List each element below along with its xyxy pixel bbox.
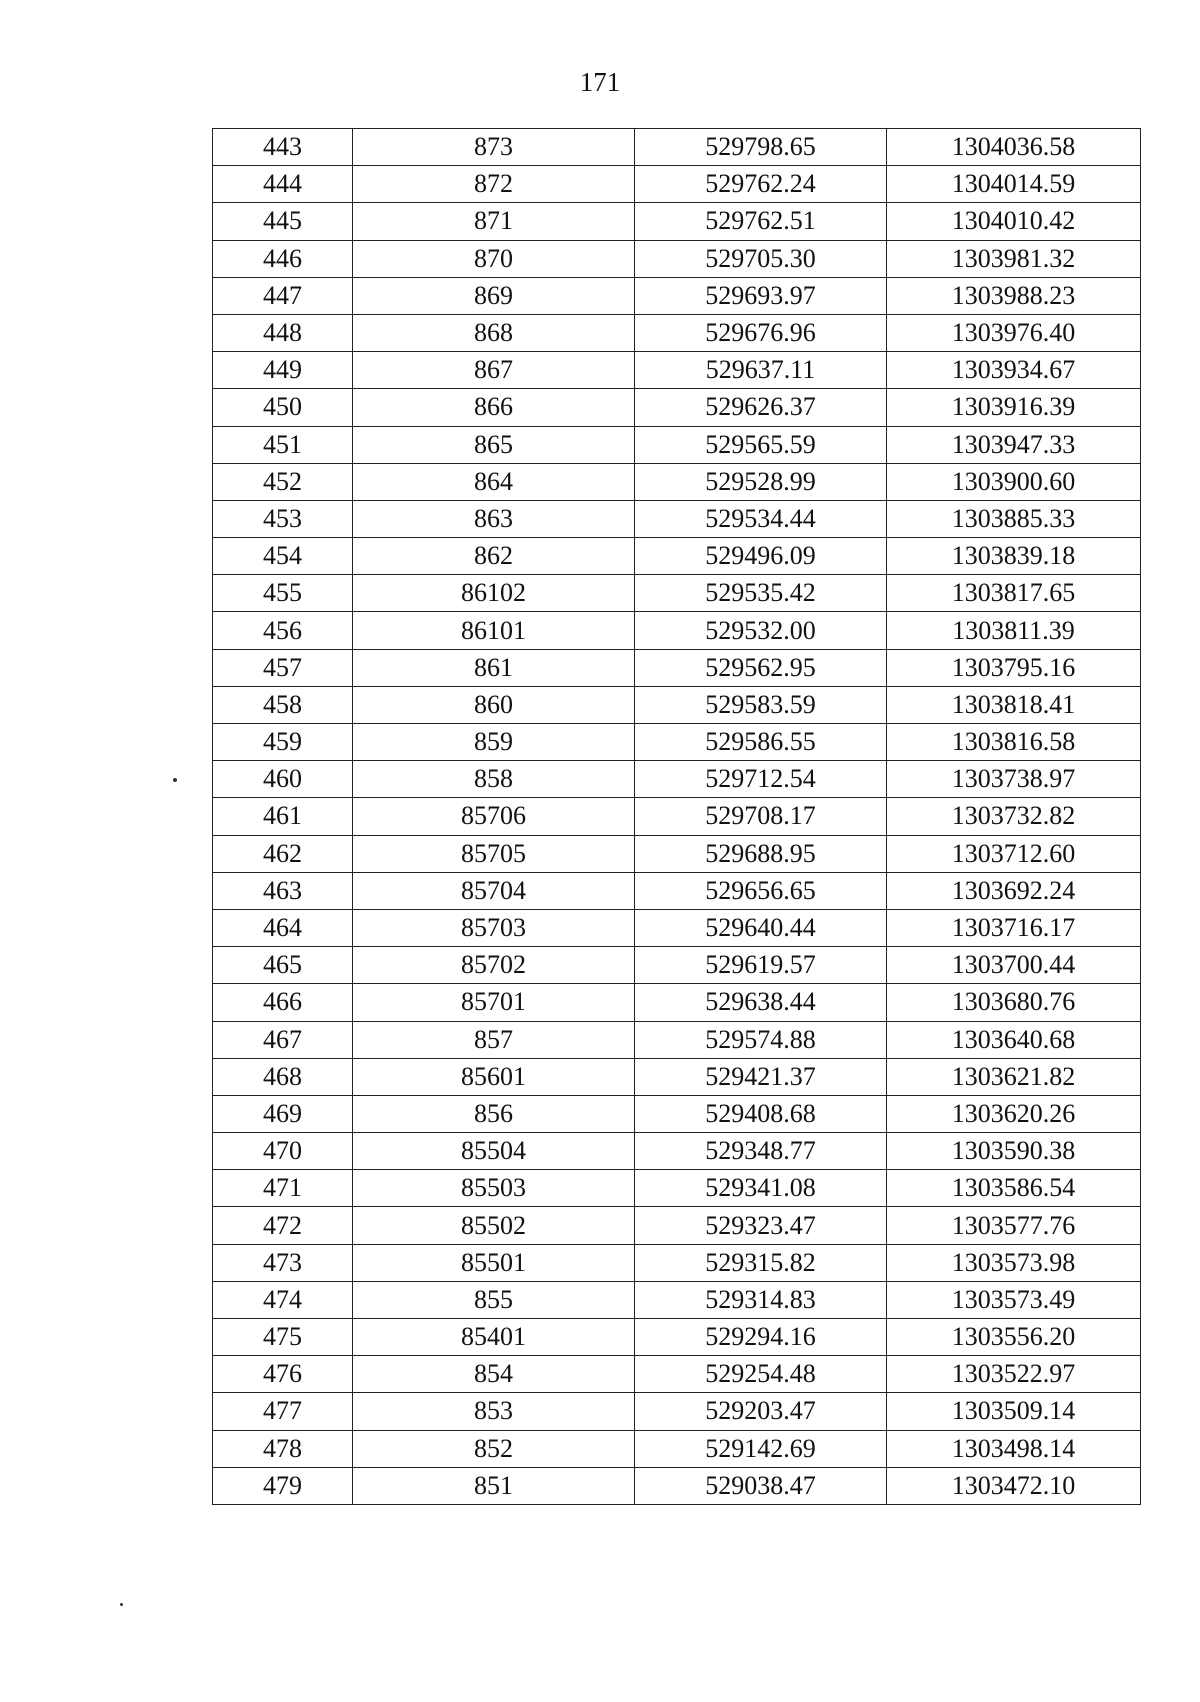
row-index-cell: 458 bbox=[213, 686, 353, 723]
table-row bbox=[213, 1207, 1141, 1244]
row-index-cell: 476 bbox=[213, 1356, 353, 1393]
table-row bbox=[213, 835, 1141, 872]
table-row bbox=[213, 352, 1141, 389]
row-index-cell: 471 bbox=[213, 1170, 353, 1207]
x-coordinate-cell: 529693.97 bbox=[635, 277, 887, 314]
point-id-cell: 853 bbox=[353, 1393, 635, 1430]
x-coordinate-cell: 529586.55 bbox=[635, 724, 887, 761]
x-coordinate-cell: 529676.96 bbox=[635, 314, 887, 351]
point-id-cell: 85401 bbox=[353, 1319, 635, 1356]
point-id-cell: 862 bbox=[353, 538, 635, 575]
point-id-cell: 85601 bbox=[353, 1058, 635, 1095]
row-index-cell: 479 bbox=[213, 1467, 353, 1504]
y-coordinate-cell: 1303885.33 bbox=[887, 500, 1141, 537]
row-index-cell: 445 bbox=[213, 203, 353, 240]
row-index-cell: 453 bbox=[213, 500, 353, 537]
row-index-cell: 457 bbox=[213, 649, 353, 686]
y-coordinate-cell: 1303738.97 bbox=[887, 761, 1141, 798]
point-id-cell: 868 bbox=[353, 314, 635, 351]
x-coordinate-cell: 529534.44 bbox=[635, 500, 887, 537]
table-row bbox=[213, 649, 1141, 686]
point-id-cell: 86102 bbox=[353, 575, 635, 612]
table-row bbox=[213, 872, 1141, 909]
x-coordinate-cell: 529574.88 bbox=[635, 1021, 887, 1058]
x-coordinate-cell: 529421.37 bbox=[635, 1058, 887, 1095]
scan-speck bbox=[120, 1603, 123, 1606]
point-id-cell: 860 bbox=[353, 686, 635, 723]
point-id-cell: 85502 bbox=[353, 1207, 635, 1244]
row-index-cell: 452 bbox=[213, 463, 353, 500]
y-coordinate-cell: 1303976.40 bbox=[887, 314, 1141, 351]
point-id-cell: 871 bbox=[353, 203, 635, 240]
point-id-cell: 85702 bbox=[353, 947, 635, 984]
y-coordinate-cell: 1303577.76 bbox=[887, 1207, 1141, 1244]
table-row bbox=[213, 314, 1141, 351]
table-row bbox=[213, 203, 1141, 240]
row-index-cell: 456 bbox=[213, 612, 353, 649]
table-row bbox=[213, 500, 1141, 537]
y-coordinate-cell: 1303712.60 bbox=[887, 835, 1141, 872]
table-row bbox=[213, 1356, 1141, 1393]
point-id-cell: 854 bbox=[353, 1356, 635, 1393]
table-row bbox=[213, 277, 1141, 314]
y-coordinate-cell: 1303839.18 bbox=[887, 538, 1141, 575]
table-row bbox=[213, 1021, 1141, 1058]
x-coordinate-cell: 529254.48 bbox=[635, 1356, 887, 1393]
point-id-cell: 85704 bbox=[353, 872, 635, 909]
y-coordinate-cell: 1303621.82 bbox=[887, 1058, 1141, 1095]
x-coordinate-cell: 529656.65 bbox=[635, 872, 887, 909]
x-coordinate-cell: 529294.16 bbox=[635, 1319, 887, 1356]
row-index-cell: 449 bbox=[213, 352, 353, 389]
y-coordinate-cell: 1303947.33 bbox=[887, 426, 1141, 463]
x-coordinate-cell: 529532.00 bbox=[635, 612, 887, 649]
x-coordinate-cell: 529038.47 bbox=[635, 1467, 887, 1504]
table-row bbox=[213, 1467, 1141, 1504]
table-row bbox=[213, 1430, 1141, 1467]
y-coordinate-cell: 1303692.24 bbox=[887, 872, 1141, 909]
x-coordinate-cell: 529341.08 bbox=[635, 1170, 887, 1207]
y-coordinate-cell: 1303816.58 bbox=[887, 724, 1141, 761]
point-id-cell: 85501 bbox=[353, 1244, 635, 1281]
row-index-cell: 473 bbox=[213, 1244, 353, 1281]
table-row bbox=[213, 724, 1141, 761]
y-coordinate-cell: 1303590.38 bbox=[887, 1133, 1141, 1170]
row-index-cell: 447 bbox=[213, 277, 353, 314]
x-coordinate-cell: 529640.44 bbox=[635, 909, 887, 946]
y-coordinate-cell: 1303732.82 bbox=[887, 798, 1141, 835]
x-coordinate-cell: 529712.54 bbox=[635, 761, 887, 798]
y-coordinate-cell: 1303640.68 bbox=[887, 1021, 1141, 1058]
y-coordinate-cell: 1303817.65 bbox=[887, 575, 1141, 612]
point-id-cell: 873 bbox=[353, 129, 635, 166]
coordinates-table-body bbox=[213, 129, 1141, 1505]
x-coordinate-cell: 529762.51 bbox=[635, 203, 887, 240]
x-coordinate-cell: 529496.09 bbox=[635, 538, 887, 575]
y-coordinate-cell: 1303795.16 bbox=[887, 649, 1141, 686]
x-coordinate-cell: 529638.44 bbox=[635, 984, 887, 1021]
row-index-cell: 475 bbox=[213, 1319, 353, 1356]
x-coordinate-cell: 529535.42 bbox=[635, 575, 887, 612]
row-index-cell: 460 bbox=[213, 761, 353, 798]
table-row bbox=[213, 129, 1141, 166]
row-index-cell: 467 bbox=[213, 1021, 353, 1058]
row-index-cell: 472 bbox=[213, 1207, 353, 1244]
row-index-cell: 470 bbox=[213, 1133, 353, 1170]
row-index-cell: 464 bbox=[213, 909, 353, 946]
table-row bbox=[213, 798, 1141, 835]
row-index-cell: 474 bbox=[213, 1281, 353, 1318]
point-id-cell: 863 bbox=[353, 500, 635, 537]
row-index-cell: 465 bbox=[213, 947, 353, 984]
x-coordinate-cell: 529708.17 bbox=[635, 798, 887, 835]
point-id-cell: 866 bbox=[353, 389, 635, 426]
row-index-cell: 478 bbox=[213, 1430, 353, 1467]
row-index-cell: 469 bbox=[213, 1095, 353, 1132]
row-index-cell: 451 bbox=[213, 426, 353, 463]
y-coordinate-cell: 1303811.39 bbox=[887, 612, 1141, 649]
row-index-cell: 448 bbox=[213, 314, 353, 351]
point-id-cell: 85703 bbox=[353, 909, 635, 946]
x-coordinate-cell: 529705.30 bbox=[635, 240, 887, 277]
point-id-cell: 85504 bbox=[353, 1133, 635, 1170]
y-coordinate-cell: 1303498.14 bbox=[887, 1430, 1141, 1467]
point-id-cell: 864 bbox=[353, 463, 635, 500]
point-id-cell: 85503 bbox=[353, 1170, 635, 1207]
x-coordinate-cell: 529315.82 bbox=[635, 1244, 887, 1281]
x-coordinate-cell: 529142.69 bbox=[635, 1430, 887, 1467]
point-id-cell: 85706 bbox=[353, 798, 635, 835]
table-row bbox=[213, 947, 1141, 984]
table-row bbox=[213, 1244, 1141, 1281]
y-coordinate-cell: 1303716.17 bbox=[887, 909, 1141, 946]
point-id-cell: 872 bbox=[353, 166, 635, 203]
row-index-cell: 455 bbox=[213, 575, 353, 612]
y-coordinate-cell: 1303573.98 bbox=[887, 1244, 1141, 1281]
y-coordinate-cell: 1304010.42 bbox=[887, 203, 1141, 240]
row-index-cell: 454 bbox=[213, 538, 353, 575]
table-row bbox=[213, 1170, 1141, 1207]
table-row bbox=[213, 612, 1141, 649]
point-id-cell: 869 bbox=[353, 277, 635, 314]
y-coordinate-cell: 1303586.54 bbox=[887, 1170, 1141, 1207]
row-index-cell: 463 bbox=[213, 872, 353, 909]
x-coordinate-cell: 529688.95 bbox=[635, 835, 887, 872]
row-index-cell: 461 bbox=[213, 798, 353, 835]
y-coordinate-cell: 1303934.67 bbox=[887, 352, 1141, 389]
y-coordinate-cell: 1303522.97 bbox=[887, 1356, 1141, 1393]
y-coordinate-cell: 1303981.32 bbox=[887, 240, 1141, 277]
row-index-cell: 459 bbox=[213, 724, 353, 761]
table-row bbox=[213, 1095, 1141, 1132]
point-id-cell: 870 bbox=[353, 240, 635, 277]
y-coordinate-cell: 1303556.20 bbox=[887, 1319, 1141, 1356]
coordinates-table bbox=[212, 128, 1141, 1505]
table-row bbox=[213, 1393, 1141, 1430]
table-row bbox=[213, 1281, 1141, 1318]
row-index-cell: 466 bbox=[213, 984, 353, 1021]
x-coordinate-cell: 529203.47 bbox=[635, 1393, 887, 1430]
x-coordinate-cell: 529562.95 bbox=[635, 649, 887, 686]
point-id-cell: 867 bbox=[353, 352, 635, 389]
x-coordinate-cell: 529583.59 bbox=[635, 686, 887, 723]
x-coordinate-cell: 529565.59 bbox=[635, 426, 887, 463]
x-coordinate-cell: 529348.77 bbox=[635, 1133, 887, 1170]
y-coordinate-cell: 1303900.60 bbox=[887, 463, 1141, 500]
point-id-cell: 85701 bbox=[353, 984, 635, 1021]
row-index-cell: 468 bbox=[213, 1058, 353, 1095]
row-index-cell: 443 bbox=[213, 129, 353, 166]
point-id-cell: 857 bbox=[353, 1021, 635, 1058]
point-id-cell: 859 bbox=[353, 724, 635, 761]
x-coordinate-cell: 529408.68 bbox=[635, 1095, 887, 1132]
point-id-cell: 865 bbox=[353, 426, 635, 463]
row-index-cell: 446 bbox=[213, 240, 353, 277]
y-coordinate-cell: 1303509.14 bbox=[887, 1393, 1141, 1430]
row-index-cell: 477 bbox=[213, 1393, 353, 1430]
table-row bbox=[213, 389, 1141, 426]
y-coordinate-cell: 1303988.23 bbox=[887, 277, 1141, 314]
row-index-cell: 462 bbox=[213, 835, 353, 872]
y-coordinate-cell: 1303700.44 bbox=[887, 947, 1141, 984]
table-row bbox=[213, 686, 1141, 723]
y-coordinate-cell: 1303620.26 bbox=[887, 1095, 1141, 1132]
table-row bbox=[213, 1319, 1141, 1356]
scan-speck bbox=[173, 778, 177, 782]
page-number: 171 bbox=[579, 67, 621, 97]
point-id-cell: 86101 bbox=[353, 612, 635, 649]
point-id-cell: 851 bbox=[353, 1467, 635, 1504]
row-index-cell: 450 bbox=[213, 389, 353, 426]
point-id-cell: 856 bbox=[353, 1095, 635, 1132]
table-row bbox=[213, 909, 1141, 946]
table-row bbox=[213, 575, 1141, 612]
table-row bbox=[213, 426, 1141, 463]
table-row bbox=[213, 1058, 1141, 1095]
table-row bbox=[213, 463, 1141, 500]
row-index-cell: 444 bbox=[213, 166, 353, 203]
x-coordinate-cell: 529314.83 bbox=[635, 1281, 887, 1318]
table-row bbox=[213, 984, 1141, 1021]
x-coordinate-cell: 529528.99 bbox=[635, 463, 887, 500]
y-coordinate-cell: 1303472.10 bbox=[887, 1467, 1141, 1504]
y-coordinate-cell: 1303680.76 bbox=[887, 984, 1141, 1021]
x-coordinate-cell: 529762.24 bbox=[635, 166, 887, 203]
y-coordinate-cell: 1303818.41 bbox=[887, 686, 1141, 723]
point-id-cell: 861 bbox=[353, 649, 635, 686]
x-coordinate-cell: 529637.11 bbox=[635, 352, 887, 389]
y-coordinate-cell: 1304036.58 bbox=[887, 129, 1141, 166]
table-row bbox=[213, 761, 1141, 798]
y-coordinate-cell: 1304014.59 bbox=[887, 166, 1141, 203]
y-coordinate-cell: 1303916.39 bbox=[887, 389, 1141, 426]
table-row bbox=[213, 166, 1141, 203]
y-coordinate-cell: 1303573.49 bbox=[887, 1281, 1141, 1318]
point-id-cell: 852 bbox=[353, 1430, 635, 1467]
point-id-cell: 855 bbox=[353, 1281, 635, 1318]
table-row bbox=[213, 1133, 1141, 1170]
point-id-cell: 85705 bbox=[353, 835, 635, 872]
x-coordinate-cell: 529323.47 bbox=[635, 1207, 887, 1244]
x-coordinate-cell: 529798.65 bbox=[635, 129, 887, 166]
x-coordinate-cell: 529626.37 bbox=[635, 389, 887, 426]
table-row bbox=[213, 240, 1141, 277]
point-id-cell: 858 bbox=[353, 761, 635, 798]
table-row bbox=[213, 538, 1141, 575]
x-coordinate-cell: 529619.57 bbox=[635, 947, 887, 984]
